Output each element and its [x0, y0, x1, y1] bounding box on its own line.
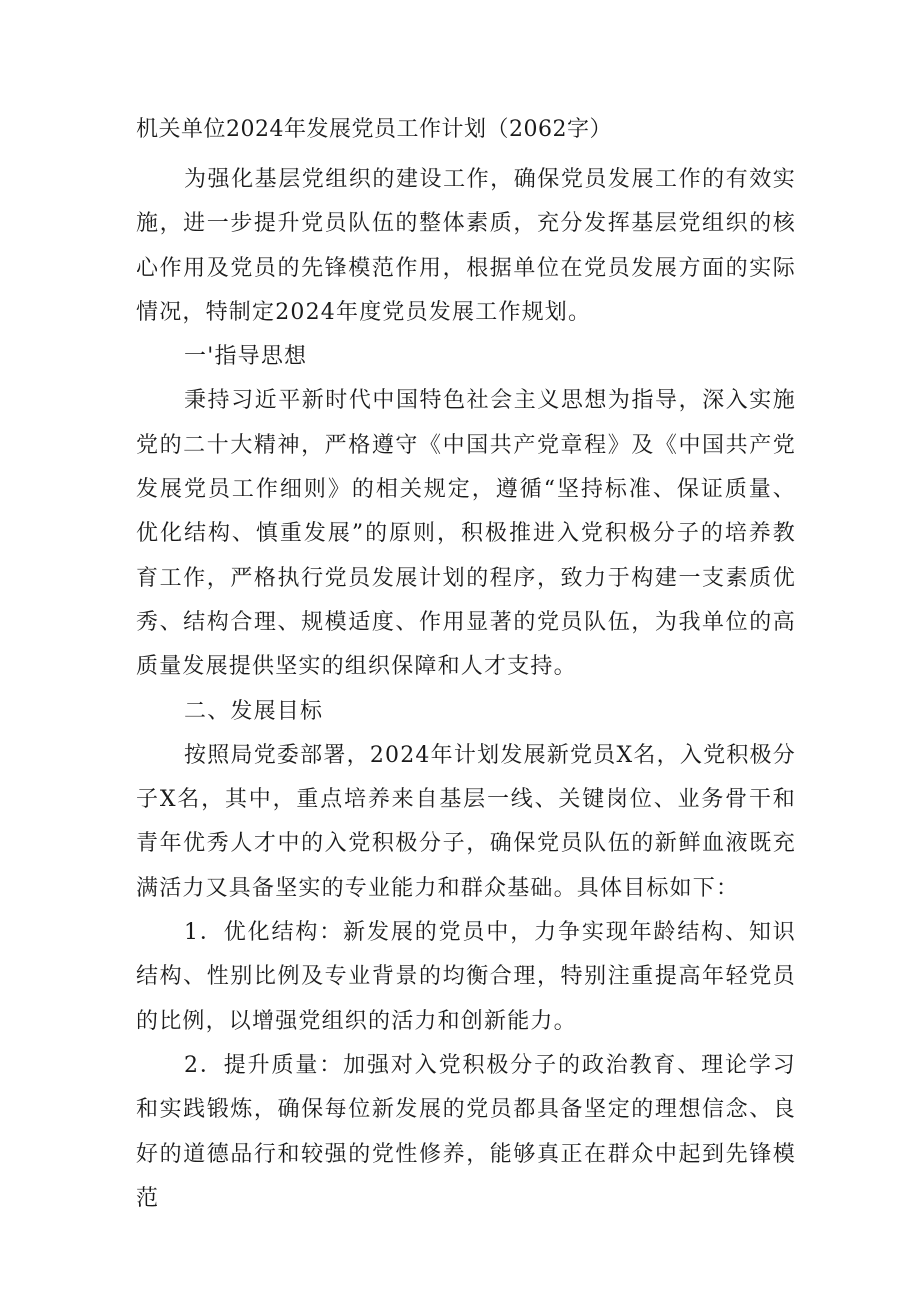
goal-optimize-structure-paragraph: 1．优化结构：新发展的党员中，力争实现年龄结构、知识结构、性别比例及专业背景的均衡合理，特别注重提高年轻党员的比例，以增强党组织的活力和创新能力。 — [136, 920, 796, 1034]
development-goals-paragraph: 按照局党委部署，2024年计划发展新党员X名，入党积极分子X名，其中，重点培养来自基层一线、关键岗位、业务骨干和青年优秀人才中的入党积极分子，确保党员队伍的新鲜血液既充满活力又具备坚实的专业能力和群众基础。具体目标如下： — [136, 742, 796, 901]
section-heading-development-goals: 二、发展目标 — [184, 698, 324, 724]
section-heading-guiding-ideology: 一'指导思想 — [184, 344, 308, 370]
document-page — [136, 108, 796, 1221]
guiding-ideology-paragraph: 秉持习近平新时代中国特色社会主义思想为指导，深入实施党的二十大精神，严格遵守《中国共产党章程》及《中国共产党发展党员工作细则》的相关规定，遵循“坚持标准、保证质量、优化结构、慎重发展”的原则，积极推进入党积极分子的培养教育工作，严格执行党员发展计划的程序，致力于构建一支素质优秀、结构合理、规模适度、作用显著的党员队伍，为我单位的高质量发展提供坚实的组织保障和人才支持。 — [136, 388, 796, 680]
document-title: 机关单位2024年发展党员工作计划（2062字） — [136, 117, 612, 142]
intro-paragraph: 为强化基层党组织的建设工作，确保党员发展工作的有效实施，进一步提升党员队伍的整体素质，充分发挥基层党组织的核心作用及党员的先锋模范作用，根据单位在党员发展方面的实际情况，特制定2024年度党员发展工作规划。 — [136, 167, 796, 325]
goal-improve-quality-paragraph: 2．提升质量：加强对入党积极分子的政治教育、理论学习和实践锻炼，确保每位新发展的党员都具备坚定的理想信念、良好的道德品行和较强的党性修养，能够真正在群众中起到先锋模范 — [136, 1052, 796, 1211]
